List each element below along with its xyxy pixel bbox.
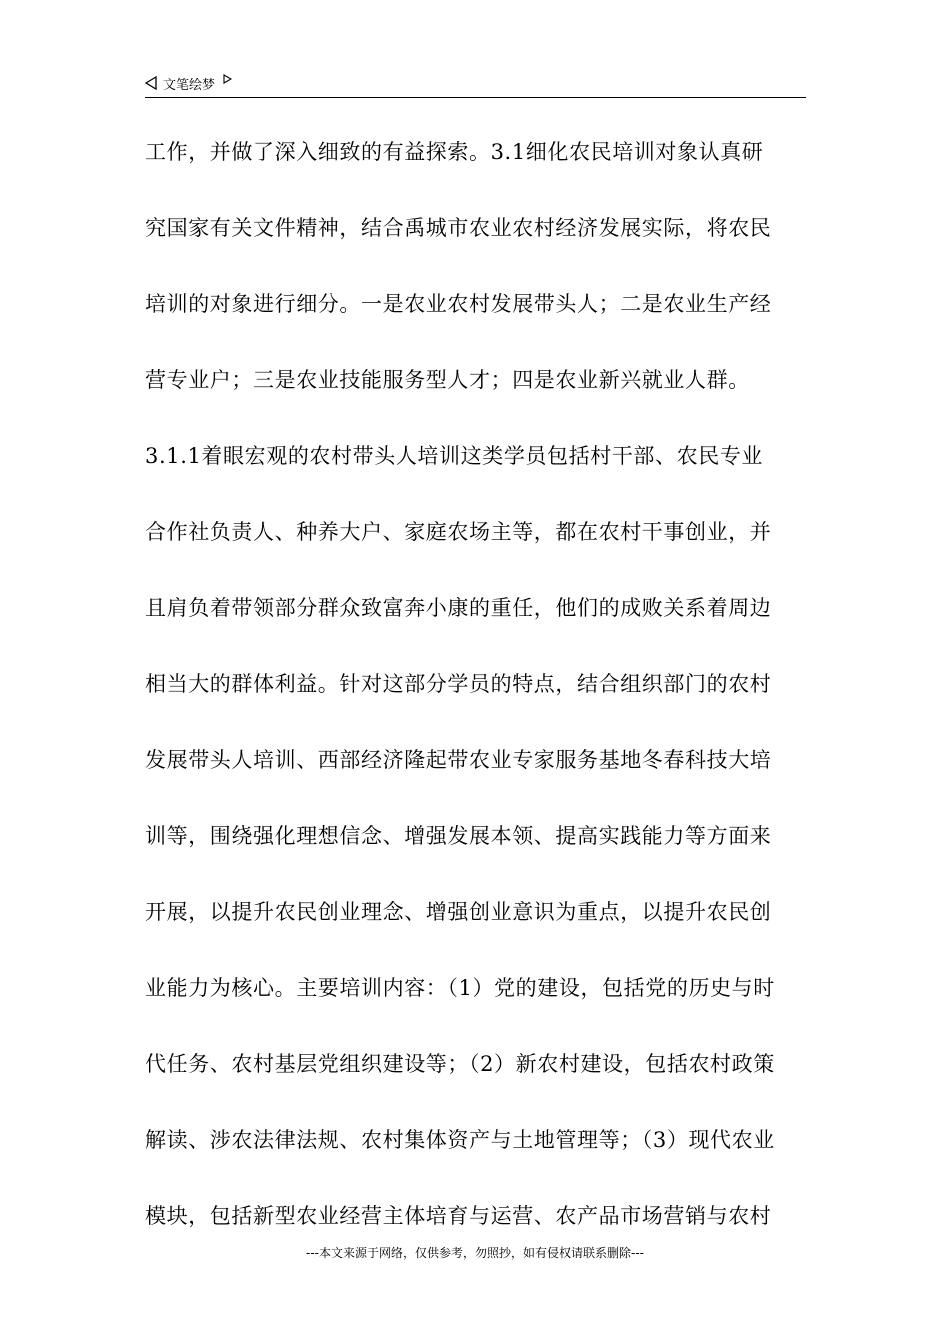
triangle-right-icon bbox=[223, 74, 232, 84]
text-line: 培训的对象进行细分。一是农业农村发展带头人；二是农业生产经 bbox=[145, 292, 772, 316]
text-line: 究国家有关文件精神，结合禹城市农业农村经济发展实际，将农民 bbox=[145, 216, 772, 240]
text-line: 业能力为核心。主要培训内容：（1）党的建设，包括党的历史与时 bbox=[145, 976, 775, 1000]
header-divider bbox=[145, 97, 806, 98]
text-line: 3.1.1着眼宏观的农村带头人培训这类学员包括村干部、农民专业 bbox=[145, 444, 764, 468]
text-line: 模块，包括新型农业经营主体培育与运营、农产品市场营销与农村 bbox=[145, 1204, 772, 1228]
document-body bbox=[145, 124, 825, 1264]
text-line: 解读、涉农法律法规、农村集体资产与土地管理等；（3）现代农业 bbox=[145, 1128, 775, 1152]
header-brand: 文笔绘梦 bbox=[163, 77, 216, 93]
triangle-left-icon bbox=[145, 76, 157, 90]
text-line: 合作社负责人、种养大户、家庭农场主等，都在农村干事创业，并 bbox=[145, 520, 772, 544]
page-header bbox=[145, 70, 806, 96]
text-line: 代任务、农村基层党组织建设等；（2）新农村建设，包括农村政策 bbox=[145, 1052, 775, 1076]
text-line: 发展带头人培训、西部经济隆起带农业专家服务基地冬春科技大培 bbox=[145, 748, 772, 772]
text-line: 训等，围绕强化理想信念、增强发展本领、提高实践能力等方面来 bbox=[145, 824, 772, 848]
text-line: 且肩负着带领部分群众致富奔小康的重任，他们的成败关系着周边 bbox=[145, 596, 772, 620]
text-line: 工作，并做了深入细致的有益探索。3.1细化农民培训对象认真研 bbox=[145, 140, 764, 164]
footer-notice: ---本文来源于网络，仅供参考，勿照抄，如有侵权请联系删除--- bbox=[306, 1246, 644, 1260]
text-line: 营专业户；三是农业技能服务型人才；四是农业新兴就业人群。 bbox=[145, 368, 750, 392]
text-line: 开展，以提升农民创业理念、增强创业意识为重点，以提升农民创 bbox=[145, 900, 772, 924]
text-line: 相当大的群体利益。针对这部分学员的特点，结合组织部门的农村 bbox=[145, 672, 772, 696]
